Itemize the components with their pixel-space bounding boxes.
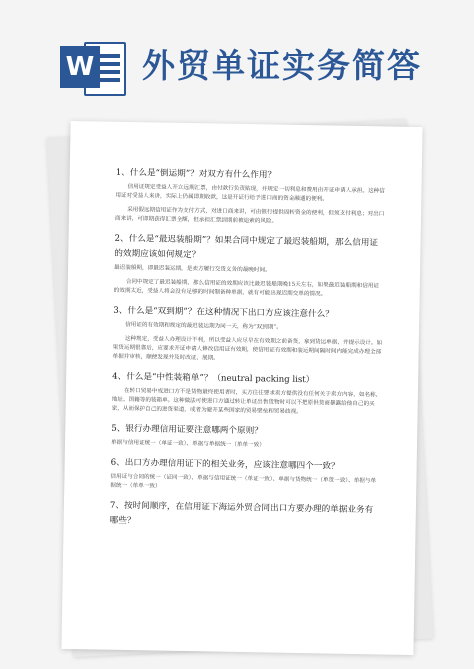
answer-6-paragraph-1: 信用证与合同的统一（证同一致）、单据与信用证统一（单证一致）、单据与货物统一（单货一致）、单据与单据统一（单单一致） (110, 473, 377, 490)
document-content (109, 166, 385, 536)
word-document-icon (60, 36, 126, 96)
answer-1-paragraph-1: 信用证规定受益人开立远期汇票，由付款行负责贴现，并规定一切利息和费用由开证申请人承担。这种信用证对受益人来讲，实际上仍属即期收款，这是开证行给予进口商的资金融通的便利。 (115, 183, 385, 203)
answer-4-paragraph-1: 在转口贸易中或进口方不是货物最终使用者时，买方往往要求卖方提供没有任何关于卖方内容，如名称、地址、国籍等的装箱单。这种做法可使进口方通过转让单证出售货物时可以不把原供货商暴露给他自己的买家，从而保护自己的进货渠道，或者为避开某些国家的贸易壁垒和贸易歧视。 (111, 387, 382, 416)
question-3: 3、什么是“双到期”？在这种情况下出口方应该注意什么？ (113, 305, 334, 320)
question-7: 7、按时间顺序，在信用证下海运外贸合同出口方要办理的单据业务有哪些？ (109, 500, 374, 527)
question-6: 6、出口方办理信用证下的相关业务，应该注意哪四个一致？ (110, 457, 340, 472)
answer-3-paragraph-1: 信用证的有效期和规定的最迟装运期为同一天，称为“双到期”。 (125, 321, 282, 331)
question-1: 1、什么是“倒运期”？对双方有什么作用？ (115, 167, 277, 181)
word-letter-badge: W (60, 46, 100, 88)
question-2: 2、什么是“最迟装船期”？如果合同中规定了最迟装船期，那么信用证的效期应该如何规定？ (114, 233, 379, 261)
document-page (61, 121, 422, 655)
question-5: 5、银行办理信用证要注意哪两个原则？ (111, 423, 263, 437)
answer-3-paragraph-2: 这种规定，受益人办理设计不利，所以受益人应尽早在有效期之前备货，拿到货运单据，并提示设计。如果货运期很靠后，应要求开证申请人修改信用证有效期，使信用证有效期和装运期间隔时间内能完成办理全部单据并审核，顺便发现并及时改证、展期。 (112, 335, 383, 362)
answer-2-paragraph-1: 最迟装船期，即最迟装运期，是卖方履行交货义务的最晚时间。 (114, 264, 271, 274)
question-4: 4、什么是“中性装箱单”？（neutral packing list） (112, 371, 315, 386)
document-title: 外贸单证实务简答 (142, 46, 422, 85)
answer-1-paragraph-2: 采用假远期信用证作为支付方式，对进口商来讲，可由银行提供周转资金的便利，但须支付利息；对出口商来讲，可即期获得汇票全额，但承担汇票到期前被追索的风险。 (114, 206, 385, 225)
answer-2-paragraph-2: 合同中规定了最迟装船期，那么信用证的效期应该比最迟装船期晚15天左右，如果最迟装船期和信用证的效期太近，受益人将会没有足够的时间制备种单据，就有可能出现迟期交单的情况。 (113, 278, 380, 298)
answer-5-paragraph-1: 单据与信用证统一（单证一致）、单据与单据统一（单单一致） (110, 439, 265, 449)
header (0, 0, 474, 110)
